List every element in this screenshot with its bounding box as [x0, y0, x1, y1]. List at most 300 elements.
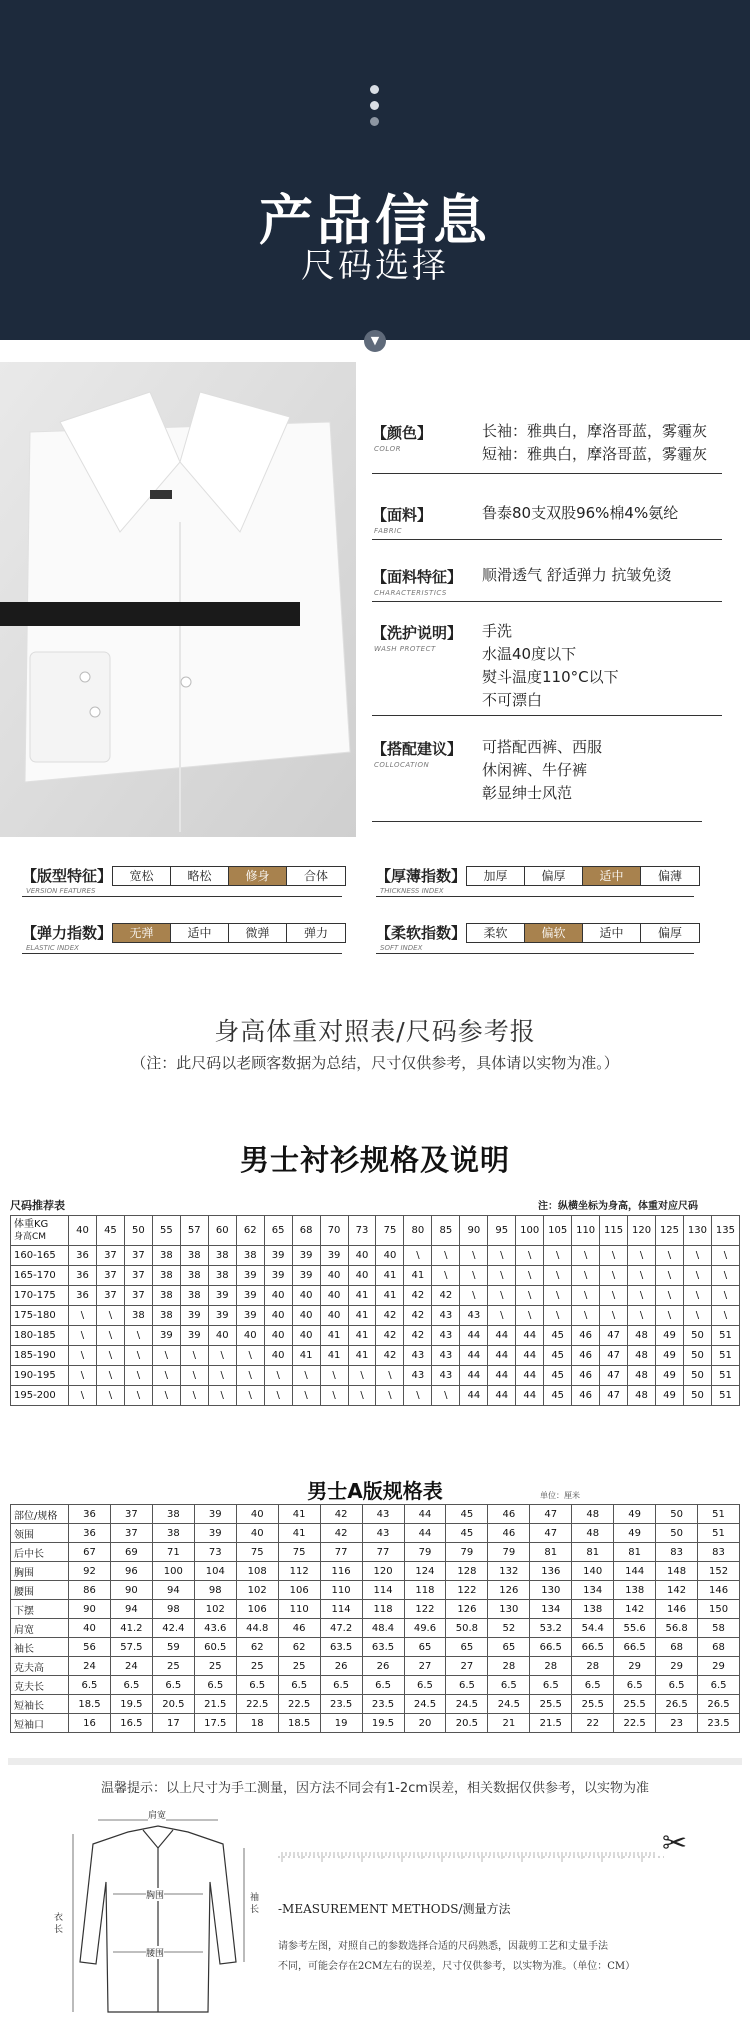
table-cell: \ — [348, 1366, 376, 1386]
table-cell: 41 — [404, 1266, 432, 1286]
table-row — [11, 1714, 740, 1733]
table-cell: \ — [348, 1386, 376, 1406]
table-cell: 42 — [320, 1524, 362, 1543]
waist-label: 腰围 — [146, 1946, 164, 1959]
table-cell: 49 — [656, 1326, 684, 1346]
table-cell: 45 — [446, 1524, 488, 1543]
section-note: （注：此尺码以老顾客数据为总结，尺寸仅供参考，具体请以实物为准。） — [131, 1054, 619, 1072]
table-cell: 43.6 — [194, 1619, 236, 1638]
table-cell: \ — [432, 1266, 460, 1286]
table-row — [11, 1266, 740, 1286]
table-cell: 44 — [516, 1366, 544, 1386]
table-cell: 29 — [656, 1657, 698, 1676]
table-row — [11, 1326, 740, 1346]
table-cell: 59 — [152, 1638, 194, 1657]
table-cell: \ — [432, 1386, 460, 1406]
table-cell: 44 — [516, 1346, 544, 1366]
table-cell: 21.5 — [530, 1714, 572, 1733]
table-cell: 142 — [614, 1600, 656, 1619]
table-cell: 51 — [711, 1386, 739, 1406]
table-cell: 6.5 — [404, 1676, 446, 1695]
info-row-fabric: 【面料】 FABRIC 鲁泰80支双股96%棉4%氨纶 — [372, 494, 722, 540]
row-header: 165-170 — [11, 1266, 69, 1286]
chest-label: 胸围 — [146, 1888, 164, 1901]
index-option: 适中 — [171, 924, 229, 942]
table-cell: 44 — [460, 1366, 488, 1386]
table-cell: \ — [180, 1366, 208, 1386]
page-subtitle: 尺码选择 — [301, 246, 449, 286]
table-cell: 6.5 — [488, 1676, 530, 1695]
table-cell: 28 — [488, 1657, 530, 1676]
table-cell: \ — [683, 1246, 711, 1266]
table-cell: 38 — [180, 1246, 208, 1266]
table-cell: 44 — [488, 1326, 516, 1346]
table-cell: 47 — [530, 1505, 572, 1524]
table-cell: 42 — [376, 1346, 404, 1366]
table-cell: 46 — [572, 1366, 600, 1386]
info-row-collocation: 【搭配建议】 COLLOCATION 可搭配西裤、西服 休闲裤、牛仔裤 彰显绅士风范 — [372, 728, 702, 822]
table-cell: 98 — [152, 1600, 194, 1619]
table-cell: 140 — [572, 1562, 614, 1581]
table-cell: 6.5 — [614, 1676, 656, 1695]
table-header-row — [11, 1216, 740, 1246]
table-cell: \ — [208, 1366, 236, 1386]
table-cell: 150 — [698, 1600, 740, 1619]
row-header: 195-200 — [11, 1386, 69, 1406]
index-label-soft: 【柔软指数】 — [376, 924, 467, 942]
weight-header: 73 — [348, 1216, 376, 1246]
product-photo — [0, 362, 356, 837]
table-cell: 44 — [488, 1366, 516, 1386]
table-cell: 44 — [460, 1346, 488, 1366]
table-row — [11, 1246, 740, 1266]
spec-title: 男士衬衫规格及说明 — [239, 1143, 510, 1177]
table-cell: \ — [544, 1286, 572, 1306]
table-cell: 77 — [362, 1543, 404, 1562]
table-cell: \ — [488, 1246, 516, 1266]
table-cell: \ — [516, 1246, 544, 1266]
table-cell: 48.4 — [362, 1619, 404, 1638]
table-cell: 96 — [110, 1562, 152, 1581]
tape-measure — [278, 1842, 664, 1872]
index-option: 无弹 — [113, 924, 171, 942]
table-cell: 26 — [320, 1657, 362, 1676]
section-title: 身高体重对照表/尺码参考报 — [214, 1017, 536, 1046]
row-header: 185-190 — [11, 1346, 69, 1366]
table-cell: 51 — [698, 1524, 740, 1543]
table-row — [11, 1346, 740, 1366]
table-cell: 39 — [236, 1306, 264, 1326]
table-cell: 38 — [236, 1246, 264, 1266]
table-cell: 6.5 — [362, 1676, 404, 1695]
table-cell: \ — [656, 1246, 684, 1266]
unit-label: 单位：厘米 — [540, 1491, 580, 1500]
table-cell: \ — [628, 1266, 656, 1286]
header-banner — [0, 0, 750, 340]
table-cell: 79 — [446, 1543, 488, 1562]
table-cell: 152 — [698, 1562, 740, 1581]
table-cell: 18 — [236, 1714, 278, 1733]
table-cell: 6.5 — [110, 1676, 152, 1695]
table-cell: 44 — [488, 1346, 516, 1366]
index-label-elastic: 【弹力指数】 — [22, 924, 113, 942]
table-cell: 63.5 — [362, 1638, 404, 1657]
table-cell: 43 — [432, 1306, 460, 1326]
table-cell: 41 — [376, 1266, 404, 1286]
dot-icon — [370, 117, 379, 126]
table-cell: \ — [124, 1326, 152, 1346]
table-cell: 126 — [446, 1600, 488, 1619]
table-cell: 40 — [320, 1266, 348, 1286]
table-cell: 106 — [278, 1581, 320, 1600]
table-cell: 55.6 — [614, 1619, 656, 1638]
table-cell: 52 — [488, 1619, 530, 1638]
table-cell: \ — [236, 1386, 264, 1406]
row-header: 克夫长 — [11, 1676, 69, 1695]
table-cell: 37 — [96, 1266, 124, 1286]
table-cell: 38 — [208, 1246, 236, 1266]
row-header: 胸围 — [11, 1562, 69, 1581]
table-cell: 50 — [683, 1386, 711, 1406]
table-cell: \ — [96, 1346, 124, 1366]
size-recommendation-table — [10, 1215, 740, 1406]
table-cell: 24.5 — [446, 1695, 488, 1714]
index-option: 加厚 — [467, 867, 525, 885]
table-row — [11, 1562, 740, 1581]
index-chips-thickness — [466, 866, 700, 886]
table-cell: 44 — [404, 1524, 446, 1543]
table-cell: 40 — [236, 1505, 278, 1524]
measurement-title: -MEASUREMENT METHODS/测量方法 — [278, 1902, 511, 1916]
table-cell: 73 — [194, 1543, 236, 1562]
table-cell: 60.5 — [194, 1638, 236, 1657]
table-cell: \ — [96, 1386, 124, 1406]
weight-header: 80 — [404, 1216, 432, 1246]
table-cell: 106 — [236, 1600, 278, 1619]
weight-header: 85 — [432, 1216, 460, 1246]
table-cell: 120 — [362, 1562, 404, 1581]
table-cell: 6.5 — [69, 1676, 111, 1695]
table-cell: 90 — [110, 1581, 152, 1600]
table-cell: 41 — [348, 1306, 376, 1326]
table-row — [11, 1638, 740, 1657]
table-cell: \ — [656, 1266, 684, 1286]
table-cell: 41 — [348, 1326, 376, 1346]
table-cell: \ — [516, 1266, 544, 1286]
table-cell: 25.5 — [572, 1695, 614, 1714]
table-cell: 16.5 — [110, 1714, 152, 1733]
table-cell: 18.5 — [278, 1714, 320, 1733]
table-cell: 29 — [614, 1657, 656, 1676]
table-cell: 62 — [236, 1638, 278, 1657]
table-cell: 41 — [348, 1346, 376, 1366]
table-cell: 17 — [152, 1714, 194, 1733]
table-cell: 39 — [292, 1246, 320, 1266]
table-cell: 39 — [208, 1306, 236, 1326]
table-cell: 22.5 — [614, 1714, 656, 1733]
table-cell: 126 — [488, 1581, 530, 1600]
table-cell: 43 — [460, 1306, 488, 1326]
table-cell: 49 — [614, 1524, 656, 1543]
table-cell: 114 — [362, 1581, 404, 1600]
table-cell: \ — [572, 1286, 600, 1306]
index-option: 偏厚 — [525, 867, 583, 885]
table-cell: 26.5 — [698, 1695, 740, 1714]
table-cell: 94 — [152, 1581, 194, 1600]
table-cell: 75 — [236, 1543, 278, 1562]
index-option: 柔软 — [467, 924, 525, 942]
table-cell: 39 — [180, 1306, 208, 1326]
row-header: 后中长 — [11, 1543, 69, 1562]
table-cell: 19.5 — [110, 1695, 152, 1714]
divider — [376, 953, 694, 954]
table-cell: 39 — [152, 1326, 180, 1346]
info-row-wash: 【洗护说明】 WASH PROTECT 手洗 水温40度以下 熨斗温度110°C以下 不可漂白 — [372, 612, 722, 716]
table-cell: 39 — [208, 1286, 236, 1306]
table-cell: 48 — [628, 1346, 656, 1366]
table-cell: 38 — [152, 1286, 180, 1306]
table-cell: 43 — [432, 1326, 460, 1346]
table-cell: 43 — [432, 1366, 460, 1386]
table-cell: 134 — [530, 1600, 572, 1619]
table-cell: 21.5 — [194, 1695, 236, 1714]
table-cell: 81 — [530, 1543, 572, 1562]
table-cell: 37 — [96, 1246, 124, 1266]
table-row — [11, 1306, 740, 1326]
table-cell: 116 — [320, 1562, 362, 1581]
table-cell: \ — [264, 1366, 292, 1386]
table-cell: 22 — [572, 1714, 614, 1733]
table-cell: 46 — [488, 1524, 530, 1543]
table-note: 注：纵横坐标为身高，体重对应尺码 — [538, 1201, 698, 1212]
table-cell: \ — [376, 1366, 404, 1386]
index-option: 宽松 — [113, 867, 171, 885]
table-cell: 20 — [404, 1714, 446, 1733]
table-cell: \ — [460, 1246, 488, 1266]
row-header: 腰围 — [11, 1581, 69, 1600]
table-row — [11, 1286, 740, 1306]
table-cell: 39 — [264, 1266, 292, 1286]
corner-height: 身高CM — [14, 1231, 47, 1242]
spec-table-title: 男士A版规格表 — [307, 1479, 443, 1503]
table-cell: 26.5 — [656, 1695, 698, 1714]
table-cell: 134 — [572, 1581, 614, 1600]
table-cell: \ — [152, 1346, 180, 1366]
weight-header: 135 — [711, 1216, 739, 1246]
index-chips-soft — [466, 923, 700, 943]
table-cell: 22.5 — [236, 1695, 278, 1714]
table-cell: \ — [544, 1306, 572, 1326]
table-cell: 81 — [614, 1543, 656, 1562]
table-cell: \ — [488, 1266, 516, 1286]
table-cell: 112 — [278, 1562, 320, 1581]
table-cell: \ — [180, 1386, 208, 1406]
row-header: 部位/规格 — [11, 1505, 69, 1524]
weight-header: 125 — [656, 1216, 684, 1246]
row-header: 180-185 — [11, 1326, 69, 1346]
table-cell: 20.5 — [152, 1695, 194, 1714]
table-cell: 38 — [152, 1246, 180, 1266]
table-cell: 41 — [320, 1346, 348, 1366]
weight-header: 65 — [264, 1216, 292, 1246]
table-cell: \ — [488, 1306, 516, 1326]
scissors-icon: ✂ — [662, 1826, 688, 1861]
table-cell: 37 — [124, 1266, 152, 1286]
divider — [22, 896, 342, 897]
spec-table — [10, 1504, 740, 1733]
table-cell: 39 — [194, 1524, 236, 1543]
table-cell: \ — [683, 1286, 711, 1306]
shoulder-label: 肩宽 — [148, 1808, 166, 1821]
table-cell: 49.6 — [404, 1619, 446, 1638]
table-cell: 41 — [278, 1524, 320, 1543]
corner-cell — [11, 1216, 69, 1246]
shirt-measure-diagram — [54, 1811, 260, 2026]
table-cell: 42 — [404, 1306, 432, 1326]
row-header: 领围 — [11, 1524, 69, 1543]
table-cell: \ — [711, 1246, 739, 1266]
table-cell: \ — [320, 1386, 348, 1406]
weight-header: 95 — [488, 1216, 516, 1246]
table-cell: \ — [600, 1246, 628, 1266]
table-cell: 40 — [320, 1306, 348, 1326]
measurement-text: 不同，可能会存在2CM左右的误差，尺寸仅供参考，以实物为准。（单位：CM） — [278, 1961, 636, 1972]
table-cell: 71 — [152, 1543, 194, 1562]
table-cell: 40 — [292, 1306, 320, 1326]
tip-text: 温馨提示：以上尺寸为手工测量，因方法不同会有1-2cm误差，相关数据仅供参考，以实物为准 — [100, 1781, 650, 1796]
table-cell: 46 — [572, 1346, 600, 1366]
page-title: 产品信息 — [259, 189, 491, 252]
table-cell: 130 — [488, 1600, 530, 1619]
table-cell: \ — [69, 1366, 97, 1386]
table-cell: 124 — [404, 1562, 446, 1581]
table-cell: \ — [600, 1306, 628, 1326]
row-header: 190-195 — [11, 1366, 69, 1386]
table-cell: 38 — [152, 1266, 180, 1286]
table-cell: 110 — [320, 1581, 362, 1600]
table-cell: 49 — [656, 1366, 684, 1386]
table-cell: 56.8 — [656, 1619, 698, 1638]
table-cell: \ — [404, 1386, 432, 1406]
table-cell: 63.5 — [320, 1638, 362, 1657]
table-cell: 65 — [446, 1638, 488, 1657]
table-cell: 40 — [292, 1286, 320, 1306]
table-cell: 40 — [264, 1346, 292, 1366]
table-cell: \ — [180, 1346, 208, 1366]
table-cell: 104 — [194, 1562, 236, 1581]
table-cell: 47 — [600, 1326, 628, 1346]
table-cell: \ — [572, 1266, 600, 1286]
table-cell: 46 — [278, 1619, 320, 1638]
table-cell: 43 — [404, 1346, 432, 1366]
index-option: 合体 — [303, 869, 328, 883]
table-cell: 65 — [488, 1638, 530, 1657]
table-cell: 17.5 — [194, 1714, 236, 1733]
table-cell: 36 — [69, 1505, 111, 1524]
table-cell: \ — [152, 1386, 180, 1406]
table-cell: \ — [96, 1326, 124, 1346]
table-cell: 68 — [698, 1638, 740, 1657]
table-row — [11, 1524, 740, 1543]
table-cell: \ — [628, 1246, 656, 1266]
table-cell: \ — [264, 1386, 292, 1406]
table-cell: 42 — [404, 1326, 432, 1346]
weight-header: 70 — [320, 1216, 348, 1246]
divider — [376, 896, 694, 897]
table-cell: 41 — [292, 1346, 320, 1366]
sleeve-label: 袖长 — [250, 1892, 262, 1916]
table-cell: 108 — [236, 1562, 278, 1581]
table-cell: \ — [544, 1246, 572, 1266]
table-cell: \ — [600, 1266, 628, 1286]
table-cell: 37 — [124, 1246, 152, 1266]
divider — [22, 953, 342, 954]
table-cell: 23.5 — [320, 1695, 362, 1714]
table-cell: \ — [320, 1366, 348, 1386]
table-cell: \ — [69, 1386, 97, 1406]
table-cell: \ — [124, 1346, 152, 1366]
table-cell: 48 — [628, 1326, 656, 1346]
table-cell: 38 — [180, 1266, 208, 1286]
length-label: 衣长 — [54, 1912, 66, 1936]
row-header: 袖长 — [11, 1638, 69, 1657]
table-cell: 42 — [376, 1306, 404, 1326]
table-cell: 16 — [69, 1714, 111, 1733]
table-cell: 6.5 — [572, 1676, 614, 1695]
weight-header: 130 — [683, 1216, 711, 1246]
table-cell: 75 — [278, 1543, 320, 1562]
table-cell: 66.5 — [614, 1638, 656, 1657]
table-cell: 38 — [152, 1306, 180, 1326]
table-cell: 39 — [292, 1266, 320, 1286]
table-cell: \ — [432, 1246, 460, 1266]
table-cell: 44 — [404, 1505, 446, 1524]
row-header: 175-180 — [11, 1306, 69, 1326]
table-cell: 40 — [376, 1246, 404, 1266]
table-row — [11, 1505, 740, 1524]
table-cell: \ — [683, 1266, 711, 1286]
table-cell: \ — [460, 1286, 488, 1306]
table-cell: 48 — [628, 1366, 656, 1386]
table-cell: \ — [124, 1386, 152, 1406]
table-cell: 68 — [656, 1638, 698, 1657]
table-cell: 38 — [180, 1286, 208, 1306]
table-cell: \ — [711, 1286, 739, 1306]
table-cell: 67 — [69, 1543, 111, 1562]
table-cell: 47.2 — [320, 1619, 362, 1638]
table-cell: 40 — [320, 1286, 348, 1306]
table-cell: 19.5 — [362, 1714, 404, 1733]
table-cell: 45 — [544, 1326, 572, 1346]
dot-icon — [370, 101, 379, 110]
table-cell: 66.5 — [530, 1638, 572, 1657]
table-cell: 66.5 — [572, 1638, 614, 1657]
table-cell: 28 — [530, 1657, 572, 1676]
table-cell: 81 — [572, 1543, 614, 1562]
table-row — [11, 1619, 740, 1638]
table-cell: 36 — [69, 1266, 97, 1286]
table-cell: 138 — [572, 1600, 614, 1619]
weight-header: 120 — [628, 1216, 656, 1246]
table-row — [11, 1366, 740, 1386]
row-header: 下摆 — [11, 1600, 69, 1619]
table-cell: 6.5 — [194, 1676, 236, 1695]
table-cell: \ — [656, 1306, 684, 1326]
row-header: 短袖长 — [11, 1695, 69, 1714]
table-cell: 40 — [348, 1266, 376, 1286]
table-cell: 45 — [544, 1346, 572, 1366]
table-cell: \ — [683, 1306, 711, 1326]
